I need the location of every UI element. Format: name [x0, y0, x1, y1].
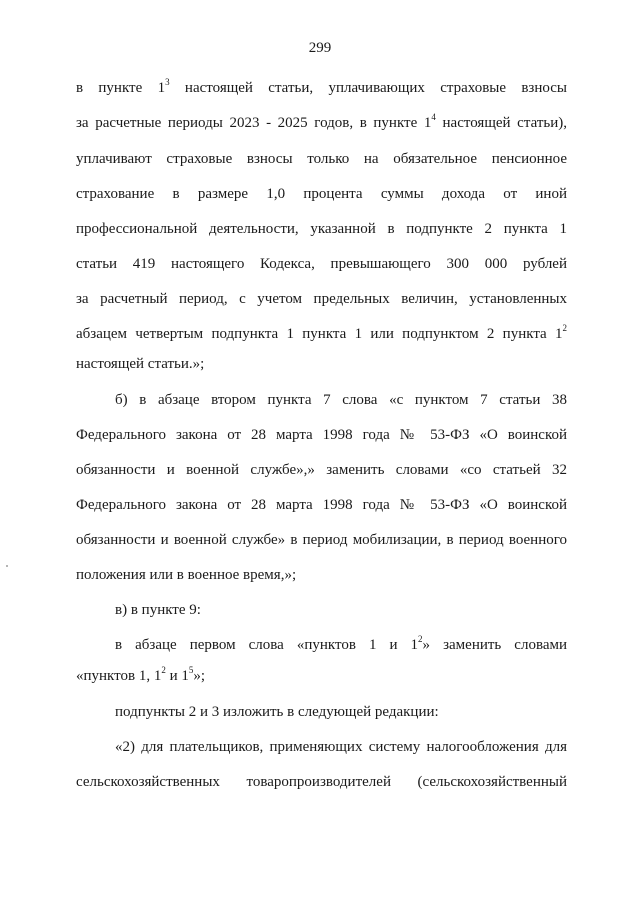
text-line: за расчетные периоды 2023 - 2025 годов, в пункте $1^4$ настоящей статьи),	[76, 112, 568, 131]
text-line: «пунктов 1, $1^2$ и $1^5$»;	[76, 665, 206, 684]
text-line: в абзаце первом слова «пунктов 1 и $1^2$» заменить словами	[115, 634, 568, 653]
text-line: б) в абзаце втором пункта 7 слова «с пунктом 7 статьи 38	[115, 392, 567, 408]
superscript: 4	[431, 112, 436, 122]
superscript: 3	[165, 77, 170, 87]
text-line: профессиональной деятельности, указанной в подпункте 2 пункта 1	[76, 221, 567, 237]
text-line: в) в пункте 9:	[115, 602, 201, 618]
text-line: в пункте $1^3$ настоящей статьи, уплачивающих страховые взносы	[76, 77, 567, 96]
text-line: за расчетный период, с учетом предельных величин, установленных	[76, 291, 567, 307]
superscript: 2	[562, 323, 567, 333]
text-line: обязанности и военной службе»,» заменить словами «со статьей 32	[76, 462, 567, 478]
text-line: настоящей статьи.»;	[76, 356, 205, 372]
text-line: Федерального закона от 28 марта 1998 года № 53-ФЗ «О воинской	[76, 497, 567, 513]
text-line: статьи 419 настоящего Кодекса, превышающего 300 000 рублей	[76, 256, 567, 272]
text-line: сельскохозяйственных товаропроизводителей (сельскохозяйственный	[76, 774, 567, 790]
superscript: 2	[161, 665, 166, 675]
scan-artifact	[6, 565, 8, 567]
text-line: страхование в размере 1,0 процента суммы дохода от иной	[76, 186, 567, 202]
text-line: Федерального закона от 28 марта 1998 года № 53-ФЗ «О воинской	[76, 427, 567, 443]
superscript: 2	[418, 634, 423, 644]
text-line: абзацем четвертым подпункта 1 пункта 1 или подпунктом 2 пункта $1^2$	[76, 323, 567, 342]
text-line: «2) для плательщиков, применяющих систему налогообложения для	[115, 739, 567, 755]
superscript: 5	[188, 665, 194, 675]
page-number: 299	[308, 40, 332, 56]
text-line: уплачивают страховые взносы только на обязательное пенсионное	[76, 151, 567, 167]
text-line: положения или в военное время,»;	[76, 567, 297, 583]
text-line: обязанности и военной службе» в период мобилизации, в период военного	[76, 532, 567, 548]
text-line: подпункты 2 и 3 изложить в следующей редакции:	[115, 704, 439, 720]
